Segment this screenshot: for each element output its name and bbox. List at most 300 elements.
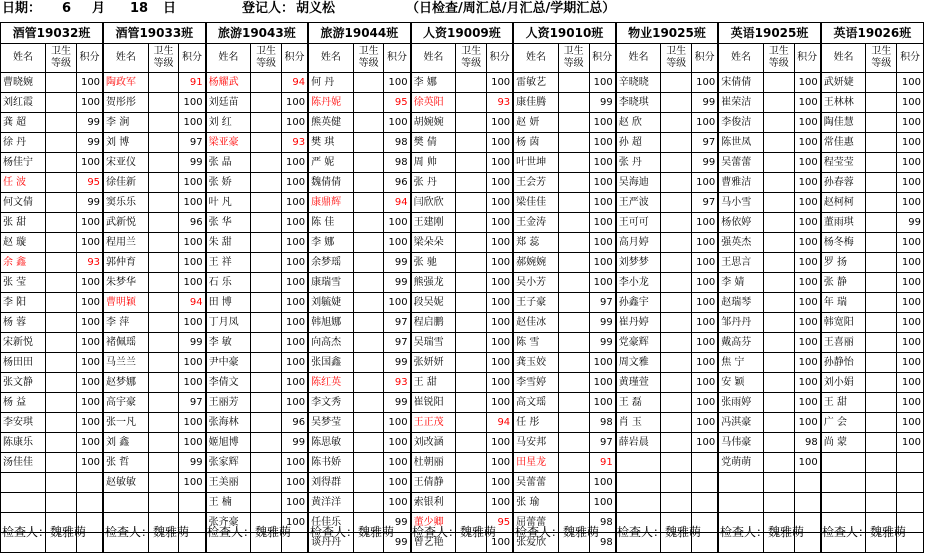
hygiene-level xyxy=(148,333,179,353)
student-score: 96 xyxy=(384,173,411,193)
hygiene-level xyxy=(866,413,897,433)
date-label: 日期： xyxy=(2,1,42,16)
hygiene-level xyxy=(148,93,179,113)
hygiene-level xyxy=(353,273,384,293)
student-name: 王林林 xyxy=(821,93,866,113)
student-score: 100 xyxy=(794,193,821,213)
student-name: 罗 扬 xyxy=(821,253,866,273)
student-name: 崔荣洁 xyxy=(718,93,763,113)
hygiene-level xyxy=(251,493,282,513)
checker-label: 检查人： xyxy=(822,525,871,539)
student-name: 徐 丹 xyxy=(1,133,46,153)
student-name: 任佳乐 xyxy=(308,513,353,533)
student-name: 李 娜 xyxy=(308,233,353,253)
col-header-level: 卫生 等级 xyxy=(353,44,384,73)
hygiene-level xyxy=(661,453,692,473)
student-name: 宋新悦 xyxy=(1,333,46,353)
student-score: 100 xyxy=(794,333,821,353)
checker-label: 检查人： xyxy=(207,525,256,539)
student-score: 93 xyxy=(384,373,411,393)
hygiene-level xyxy=(251,73,282,93)
hygiene-level xyxy=(46,413,77,433)
hygiene-level xyxy=(866,293,897,313)
student-name: 赵瑞琴 xyxy=(718,293,763,313)
checker-signature xyxy=(515,523,599,541)
table-row xyxy=(1,113,924,133)
hygiene-level xyxy=(661,133,692,153)
student-name: 李 婧 xyxy=(718,273,763,293)
student-score: 99 xyxy=(897,213,924,233)
hygiene-level xyxy=(866,213,897,233)
recorder-label: 登记人： xyxy=(242,1,295,16)
table-row xyxy=(1,293,924,313)
table-row xyxy=(1,93,924,113)
student-name: 王 磊 xyxy=(616,393,661,413)
checker-name: 魏雅萌 xyxy=(768,525,805,539)
checker-name: 魏雅萌 xyxy=(870,525,907,539)
student-score: 100 xyxy=(76,433,103,453)
student-score: 99 xyxy=(281,433,308,453)
hygiene-level xyxy=(763,273,794,293)
student-score: 100 xyxy=(487,493,514,513)
student-score: 93 xyxy=(76,253,103,273)
hygiene-level xyxy=(46,453,77,473)
checker-signature xyxy=(720,523,804,541)
hygiene-level xyxy=(353,313,384,333)
table-row xyxy=(1,193,924,213)
hygiene-level xyxy=(46,273,77,293)
col-header-score: 积分 xyxy=(281,44,308,73)
col-header-score: 积分 xyxy=(589,44,616,73)
col-header-score: 积分 xyxy=(897,44,924,73)
student-name: 康鼎辉 xyxy=(308,193,353,213)
col-header-name: 姓名 xyxy=(103,44,148,73)
student-score: 100 xyxy=(487,393,514,413)
student-score: 100 xyxy=(692,113,719,133)
table-row xyxy=(1,253,924,273)
hygiene-level xyxy=(763,413,794,433)
hygiene-level xyxy=(558,153,589,173)
hygiene-level xyxy=(148,73,179,93)
col-header-level: 卫生 等级 xyxy=(763,44,794,73)
student-score: 100 xyxy=(794,273,821,293)
student-name: 崔锐阳 xyxy=(411,393,456,413)
student-score: 91 xyxy=(589,453,616,473)
student-score: 100 xyxy=(692,253,719,273)
student-score: 94 xyxy=(179,293,206,313)
checker-label: 检查人： xyxy=(720,525,769,539)
hygiene-level xyxy=(46,333,77,353)
col-header-name: 姓名 xyxy=(411,44,456,73)
student-score: 100 xyxy=(76,333,103,353)
hygiene-level xyxy=(661,433,692,453)
hygiene-level xyxy=(866,333,897,353)
student-name: 张国鑫 xyxy=(308,353,353,373)
student-score: 99 xyxy=(76,193,103,213)
student-name: 杨耀武 xyxy=(206,73,251,93)
student-name: 张文静 xyxy=(1,373,46,393)
student-score: 100 xyxy=(487,473,514,493)
hygiene-level xyxy=(763,213,794,233)
student-name: 孙静怡 xyxy=(821,353,866,373)
student-name: 康瑞雪 xyxy=(308,273,353,293)
hygiene-level xyxy=(558,453,589,473)
col-header-score: 积分 xyxy=(179,44,206,73)
student-score: 100 xyxy=(281,153,308,173)
student-name: 武新悦 xyxy=(103,213,148,233)
student-score: 100 xyxy=(281,353,308,373)
hygiene-level xyxy=(456,373,487,393)
student-score: 100 xyxy=(487,433,514,453)
student-name: 王可可 xyxy=(616,213,661,233)
student-name: 马安邦 xyxy=(513,433,558,453)
student-score xyxy=(897,453,924,473)
hygiene-level xyxy=(251,373,282,393)
student-score: 100 xyxy=(487,213,514,233)
hygiene-level xyxy=(866,473,897,493)
student-name: 孙鑫宇 xyxy=(616,293,661,313)
student-name: 王美丽 xyxy=(206,473,251,493)
student-name: 马小雪 xyxy=(718,193,763,213)
student-name: 王会芳 xyxy=(513,173,558,193)
class-title: 旅游19044班 xyxy=(308,23,411,44)
student-score: 100 xyxy=(76,213,103,233)
col-header-score: 积分 xyxy=(692,44,719,73)
student-name: 余梦瑶 xyxy=(308,253,353,273)
student-name: 徐英阳 xyxy=(411,93,456,113)
table-row xyxy=(1,333,924,353)
hygiene-level xyxy=(661,233,692,253)
hygiene-level xyxy=(456,393,487,413)
hygiene-level xyxy=(46,433,77,453)
hygiene-level xyxy=(558,213,589,233)
student-score: 95 xyxy=(487,513,514,533)
col-header-score: 积分 xyxy=(76,44,103,73)
hygiene-level xyxy=(46,233,77,253)
hygiene-level xyxy=(661,73,692,93)
student-score: 100 xyxy=(384,113,411,133)
student-score xyxy=(76,493,103,513)
hygiene-level xyxy=(46,393,77,413)
hygiene-level xyxy=(251,313,282,333)
student-score: 100 xyxy=(384,413,411,433)
hygiene-level xyxy=(251,453,282,473)
student-score: 100 xyxy=(794,93,821,113)
hygiene-level xyxy=(251,333,282,353)
student-name: 宋倩倩 xyxy=(718,73,763,93)
student-score xyxy=(179,493,206,513)
student-name: 董少卿 xyxy=(411,513,456,533)
student-score: 97 xyxy=(179,133,206,153)
student-score: 100 xyxy=(281,513,308,533)
student-name: 周 帅 xyxy=(411,153,456,173)
student-name: 樊 倩 xyxy=(411,133,456,153)
student-name: 常佳惠 xyxy=(821,133,866,153)
hygiene-level xyxy=(763,293,794,313)
hygiene-level xyxy=(251,193,282,213)
student-score: 100 xyxy=(692,173,719,193)
student-score: 100 xyxy=(589,493,616,513)
student-score xyxy=(76,473,103,493)
student-name: 武妍婕 xyxy=(821,73,866,93)
hygiene-level xyxy=(353,473,384,493)
student-name: 杨冬梅 xyxy=(821,233,866,253)
student-name: 李安琪 xyxy=(1,413,46,433)
table-row xyxy=(1,413,924,433)
student-score: 100 xyxy=(589,113,616,133)
hygiene-level xyxy=(456,313,487,333)
student-name: 高月婷 xyxy=(616,233,661,253)
student-score: 99 xyxy=(384,353,411,373)
col-header-level: 卫生 等级 xyxy=(148,44,179,73)
hygiene-level xyxy=(251,433,282,453)
student-name: 王 楠 xyxy=(206,493,251,513)
hygiene-level xyxy=(353,213,384,233)
hygiene-level xyxy=(148,353,179,373)
student-name: 黄瑾萱 xyxy=(616,373,661,393)
hygiene-level xyxy=(148,293,179,313)
hygiene-level xyxy=(866,433,897,453)
student-name: 陈 佳 xyxy=(308,213,353,233)
student-name: 曹晓婉 xyxy=(1,73,46,93)
student-name: 党豪辉 xyxy=(616,333,661,353)
hygiene-level xyxy=(558,493,589,513)
checker-name: 魏雅萌 xyxy=(665,525,702,539)
checker-name: 魏雅萌 xyxy=(358,525,395,539)
day-label: 日 xyxy=(163,1,177,16)
student-name: 年 瑞 xyxy=(821,293,866,313)
student-name: 丁月凤 xyxy=(206,313,251,333)
student-score: 100 xyxy=(692,293,719,313)
student-score: 100 xyxy=(589,253,616,273)
hygiene-level xyxy=(148,153,179,173)
hygiene-level xyxy=(661,113,692,133)
student-score: 100 xyxy=(281,193,308,213)
student-name: 刘小娟 xyxy=(821,373,866,393)
class-title: 英语19026班 xyxy=(821,23,924,44)
student-score: 100 xyxy=(179,273,206,293)
hygiene-level xyxy=(866,313,897,333)
student-name: 马兰兰 xyxy=(103,353,148,373)
student-score: 97 xyxy=(692,133,719,153)
student-name: 郭仲育 xyxy=(103,253,148,273)
hygiene-level xyxy=(456,433,487,453)
hygiene-level xyxy=(251,173,282,193)
hygiene-level xyxy=(763,333,794,353)
hygiene-level xyxy=(763,493,794,513)
student-name: 吴蕾蕾 xyxy=(718,153,763,173)
student-score: 99 xyxy=(589,333,616,353)
student-score: 100 xyxy=(179,413,206,433)
student-name: 严 妮 xyxy=(308,153,353,173)
table-row xyxy=(1,433,924,453)
student-score: 100 xyxy=(281,173,308,193)
hygiene-level xyxy=(148,253,179,273)
hygiene-level xyxy=(353,193,384,213)
hygiene-level xyxy=(353,93,384,113)
student-name: 张 哲 xyxy=(103,453,148,473)
student-name: 张 华 xyxy=(206,213,251,233)
student-score: 100 xyxy=(76,93,103,113)
student-score: 99 xyxy=(692,153,719,173)
student-score: 100 xyxy=(589,153,616,173)
student-score: 93 xyxy=(281,133,308,153)
student-score: 100 xyxy=(384,473,411,493)
student-name: 黄洋洋 xyxy=(308,493,353,513)
student-score: 100 xyxy=(794,293,821,313)
student-score xyxy=(794,493,821,513)
hygiene-level xyxy=(661,313,692,333)
col-header-name: 姓名 xyxy=(206,44,251,73)
checker-signature xyxy=(822,523,906,541)
hygiene-level xyxy=(251,293,282,313)
student-score: 98 xyxy=(589,513,616,533)
student-score: 100 xyxy=(179,193,206,213)
hygiene-level xyxy=(558,373,589,393)
student-name: 王 甜 xyxy=(821,393,866,413)
hygiene-level xyxy=(558,313,589,333)
checker-label: 检查人： xyxy=(515,525,564,539)
hygiene-level xyxy=(148,133,179,153)
student-name: 曹明颖 xyxy=(103,293,148,313)
student-name: 张 娇 xyxy=(206,173,251,193)
hygiene-level xyxy=(456,333,487,353)
table-row xyxy=(1,473,924,493)
hygiene-level xyxy=(46,193,77,213)
hygiene-level xyxy=(456,273,487,293)
student-score xyxy=(897,473,924,493)
student-name: 张妍妍 xyxy=(411,353,456,373)
student-name: 龚 超 xyxy=(1,113,46,133)
class-title: 物业19025班 xyxy=(616,23,719,44)
student-name: 龚玉姣 xyxy=(513,353,558,373)
student-name: 马伟豪 xyxy=(718,433,763,453)
class-title: 人资19009班 xyxy=(411,23,514,44)
hygiene-level xyxy=(661,373,692,393)
student-score: 100 xyxy=(794,253,821,273)
col-header-level: 卫生 等级 xyxy=(661,44,692,73)
student-score: 100 xyxy=(281,273,308,293)
student-name: 王 祥 xyxy=(206,253,251,273)
student-score: 100 xyxy=(281,393,308,413)
student-name: 吴海迪 xyxy=(616,173,661,193)
student-name: 郑 蕊 xyxy=(513,233,558,253)
table-row xyxy=(1,273,924,293)
student-name: 李 敏 xyxy=(206,333,251,353)
student-score: 100 xyxy=(897,273,924,293)
hygiene-level xyxy=(148,393,179,413)
student-score: 100 xyxy=(76,413,103,433)
student-name: 樊 琪 xyxy=(308,133,353,153)
student-score: 100 xyxy=(589,393,616,413)
student-name: 梁朵朵 xyxy=(411,233,456,253)
hygiene-level xyxy=(46,113,77,133)
student-score: 100 xyxy=(487,173,514,193)
student-name: 尚 蒙 xyxy=(821,433,866,453)
col-header-level: 卫生 等级 xyxy=(251,44,282,73)
hygiene-level xyxy=(353,73,384,93)
hygiene-level xyxy=(46,473,77,493)
student-score: 100 xyxy=(384,493,411,513)
hygiene-level xyxy=(46,173,77,193)
student-score: 100 xyxy=(897,173,924,193)
student-score: 100 xyxy=(487,133,514,153)
hygiene-level xyxy=(353,373,384,393)
hygiene-level xyxy=(763,233,794,253)
checker-signature xyxy=(412,523,496,541)
checker-signature xyxy=(2,523,86,541)
table-row xyxy=(1,233,924,253)
student-name: 张 丹 xyxy=(616,153,661,173)
hygiene-level xyxy=(558,473,589,493)
student-name xyxy=(821,473,866,493)
student-name: 焦 宁 xyxy=(718,353,763,373)
student-name: 李小龙 xyxy=(616,273,661,293)
student-score: 100 xyxy=(487,313,514,333)
hygiene-level xyxy=(46,353,77,373)
student-score: 99 xyxy=(589,93,616,113)
checker-label: 检查人： xyxy=(617,525,666,539)
checker-signature xyxy=(207,523,291,541)
student-name xyxy=(1,473,46,493)
hygiene-level xyxy=(661,173,692,193)
student-score: 100 xyxy=(794,313,821,333)
student-score: 100 xyxy=(589,73,616,93)
student-name: 李 娜 xyxy=(411,73,456,93)
student-score: 100 xyxy=(384,233,411,253)
col-header-score: 积分 xyxy=(794,44,821,73)
hygiene-level xyxy=(46,213,77,233)
student-name: 王丽芳 xyxy=(206,393,251,413)
student-name: 张 莹 xyxy=(1,273,46,293)
student-name: 冯淇豪 xyxy=(718,413,763,433)
student-score: 100 xyxy=(897,293,924,313)
table-row xyxy=(1,73,924,93)
hygiene-level xyxy=(46,133,77,153)
student-score: 98 xyxy=(589,413,616,433)
student-name: 陈思敏 xyxy=(308,433,353,453)
student-name: 王建刚 xyxy=(411,213,456,233)
hygiene-level xyxy=(866,373,897,393)
col-header-name: 姓名 xyxy=(308,44,353,73)
hygiene-level xyxy=(456,73,487,93)
table-row xyxy=(1,133,924,153)
hygiene-level xyxy=(148,173,179,193)
student-score: 99 xyxy=(384,513,411,533)
student-name: 杨 茵 xyxy=(513,133,558,153)
student-score: 100 xyxy=(281,253,308,273)
student-name: 程用兰 xyxy=(103,233,148,253)
hygiene-level xyxy=(46,293,77,313)
hygiene-level xyxy=(763,393,794,413)
hygiene-level xyxy=(456,293,487,313)
hygiene-level xyxy=(456,493,487,513)
hygiene-level xyxy=(148,433,179,453)
col-header-name: 姓名 xyxy=(821,44,866,73)
hygiene-level xyxy=(456,253,487,273)
class-title: 酒管19033班 xyxy=(103,23,206,44)
student-score: 100 xyxy=(76,233,103,253)
hygiene-level xyxy=(456,473,487,493)
student-score: 100 xyxy=(179,373,206,393)
student-score: 100 xyxy=(589,173,616,193)
checker-name: 魏雅萌 xyxy=(153,525,190,539)
student-score: 95 xyxy=(76,173,103,193)
student-score: 94 xyxy=(487,413,514,433)
hygiene-level xyxy=(353,293,384,313)
class-title: 旅游19043班 xyxy=(206,23,309,44)
student-name: 广 会 xyxy=(821,413,866,433)
